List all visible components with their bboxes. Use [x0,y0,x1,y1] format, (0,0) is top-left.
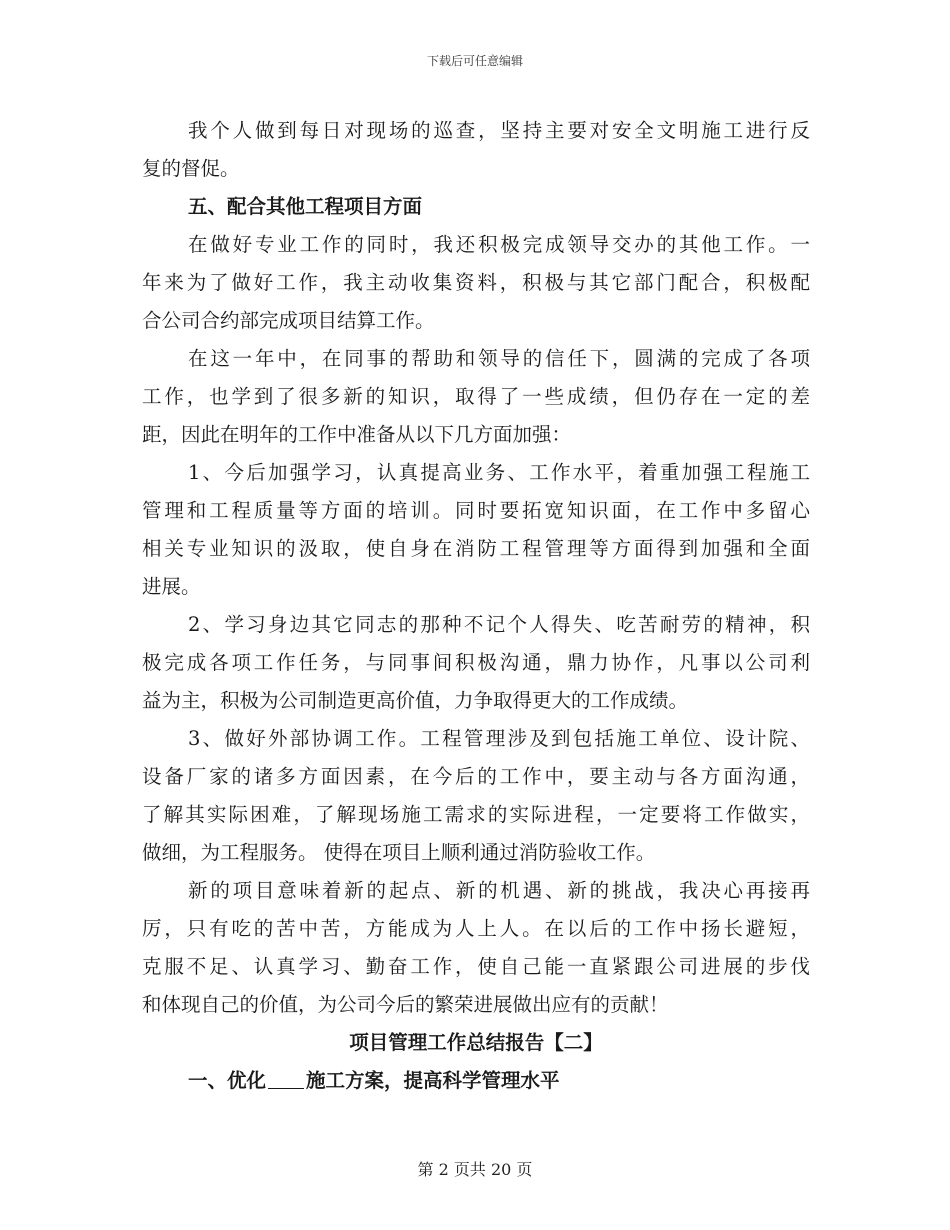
paragraph-line: 了解其实际困难，了解现场施工需求的实际进程，一定要将工作做实， [142,803,810,826]
paragraph-line: 距，因此在明年的工作中准备从以下几方面加强： [142,423,572,446]
paragraph-line: 在做好专业工作的同时，我还积极完成领导交办的其他工作。一 [188,233,810,256]
document-body [142,112,810,1100]
paragraph-line: 设备厂家的诸多方面因素，在今后的工作中，要主动与各方面沟通， [142,765,810,788]
paragraph-line: 2、学习身边其它同志的那种不记个人得失、吃苦耐劳的精神，积 [188,613,810,636]
page-header: 下载后可任意编辑 [426,54,523,68]
paragraph-line: 管理和工程质量等方面的培训。同时要拓宽知识面，在工作中多留心 [142,499,810,522]
paragraph-line: 克服不足、认真学习、勤奋工作，使自己能一直紧跟公司进展的步伐 [142,955,810,978]
paragraph-line: 我个人做到每日对现场的巡查，坚持主要对安全文明施工进行反 [188,119,810,142]
paragraph-line: 和体现自己的价值，为公司今后的繁荣进展做出应有的贡献！ [142,993,669,1016]
subsection-heading-after: 施工方案，提高科学管理水平 [306,1069,560,1092]
page-footer: 第 2 页共 20 页 [417,1160,533,1179]
paragraph-line: 工作，也学到了很多新的知识，取得了一些成绩，但仍存在一定的差 [142,385,810,408]
report-title: 项目管理工作总结报告【二】 [349,1031,603,1054]
paragraph-line: 极完成各项工作任务，与同事间积极沟通，鼎力协作，凡事以公司利 [142,651,810,674]
paragraph-line: 在这一年中，在同事的帮助和领导的信任下，圆满的完成了各项 [188,347,810,370]
paragraph-line: 做细，为工程服务。 使得在项目上顺利通过消防验收工作。 [142,841,656,864]
paragraph-line: 厉，只有吃的苦中苦，方能成为人上人。在以后的工作中扬长避短， [142,917,810,940]
paragraph-line: 年来为了做好工作，我主动收集资料，积极与其它部门配合，积极配 [142,271,810,294]
subsection-heading [142,1062,810,1100]
paragraph-line: 3、做好外部协调工作。工程管理涉及到包括施工单位、设计院、 [188,727,810,750]
paragraph-line: 复的督促。 [142,157,240,180]
paragraph-line: 进展。 [142,575,201,598]
paragraph-line: 1、今后加强学习，认真提高业务、工作水平，着重加强工程施工 [188,461,810,484]
paragraph-line: 相关专业知识的汲取，使自身在消防工程管理等方面得到加强和全面 [142,537,810,560]
subsection-heading-before: 一、优化 [188,1069,267,1092]
blank-underline [268,1064,304,1089]
paragraph-line: 合公司合约部完成项目结算工作。 [142,309,435,332]
section-heading: 五、配合其他工程项目方面 [188,195,423,218]
paragraph-line: 新的项目意味着新的起点、新的机遇、新的挑战，我决心再接再 [188,879,810,902]
paragraph-line: 益为主，积极为公司制造更高价值，力争取得更大的工作成绩。 [142,689,689,712]
